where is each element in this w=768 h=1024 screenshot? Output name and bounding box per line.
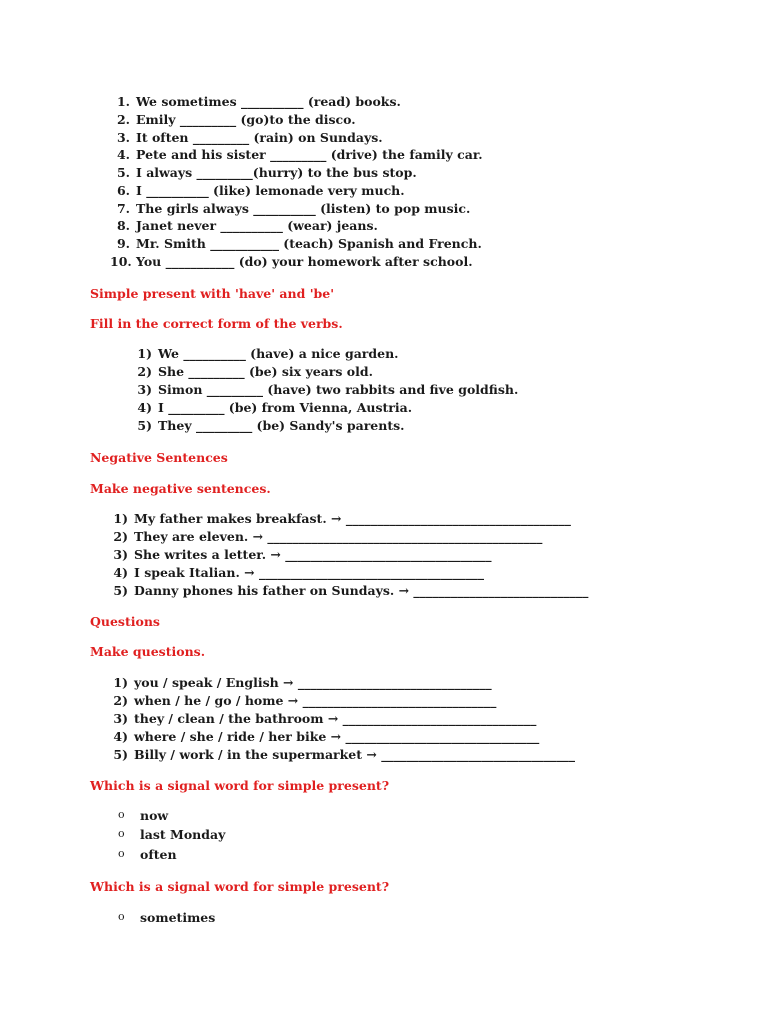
section-instruction-questions: Make questions. [90,644,206,659]
section-3-list: 1) My father makes breakfast. → ____________________________________ 2) They are eleven. → ____________________________________________ 3) She writes a letter. → _________________________________ 4) I speak Italian. → ____________________________________ 5) Danny phones his father on Sundays. → ____________________________ [113,511,589,598]
quiz-question-2: Which is a signal word for simple present? [90,879,390,894]
section-heading-questions: Questions [90,614,160,629]
section-instruction-negative: Make negative sentences. [90,481,271,496]
bullet-icon: o [118,910,125,923]
quiz-1-options: o now o last Monday o often [118,808,226,862]
bullet-icon: o [118,808,125,821]
bullet-icon: o [118,847,125,860]
section-heading-negative: Negative Sentences [90,450,228,465]
quiz-question-1: Which is a signal word for simple present? [90,778,390,793]
section-heading-have-be: Simple present with 'have' and 'be' [90,286,335,301]
exercise-1-list: 1. We sometimes __________ (read) books. 2. Emily _________ (go)to the disco. 3. It often _________ (rain) on Sundays. 4. Pete and his sister _________ (drive) the family car. 5. I always _________(hurry) to the bus stop. 6. I __________ (like) lemonade very much. 7. The girls always __________ (listen) to pop music. 8. Janet never __________ (wear) jeans. 9. Mr. Smith ___________ (teach) Spanish and French. 10. You ___________ (do) your homework after school. [110,94,483,269]
section-instruction-fill-in: Fill in the correct form of the verbs. [90,316,343,331]
quiz-2-options: o sometimes [118,910,216,925]
section-2-list: 1) We __________ (have) a nice garden. 2) She _________ (be) six years old. 3) Simon _________ (have) two rabbits and five goldfish. 4) I _________ (be) from Vienna, Austria. 5) They _________ (be) Sandy's parents. [137,346,519,433]
section-4-list: 1) you / speak / English → _______________________________ 2) when / he / go / home → _______________________________ 3) they / clean / the bathroom → _______________________________ 4) where / she / ride / her bike → _______________________________ 5) Billy / work / in the supermarket → _______________________________ [113,675,575,762]
bullet-icon: o [118,827,125,840]
